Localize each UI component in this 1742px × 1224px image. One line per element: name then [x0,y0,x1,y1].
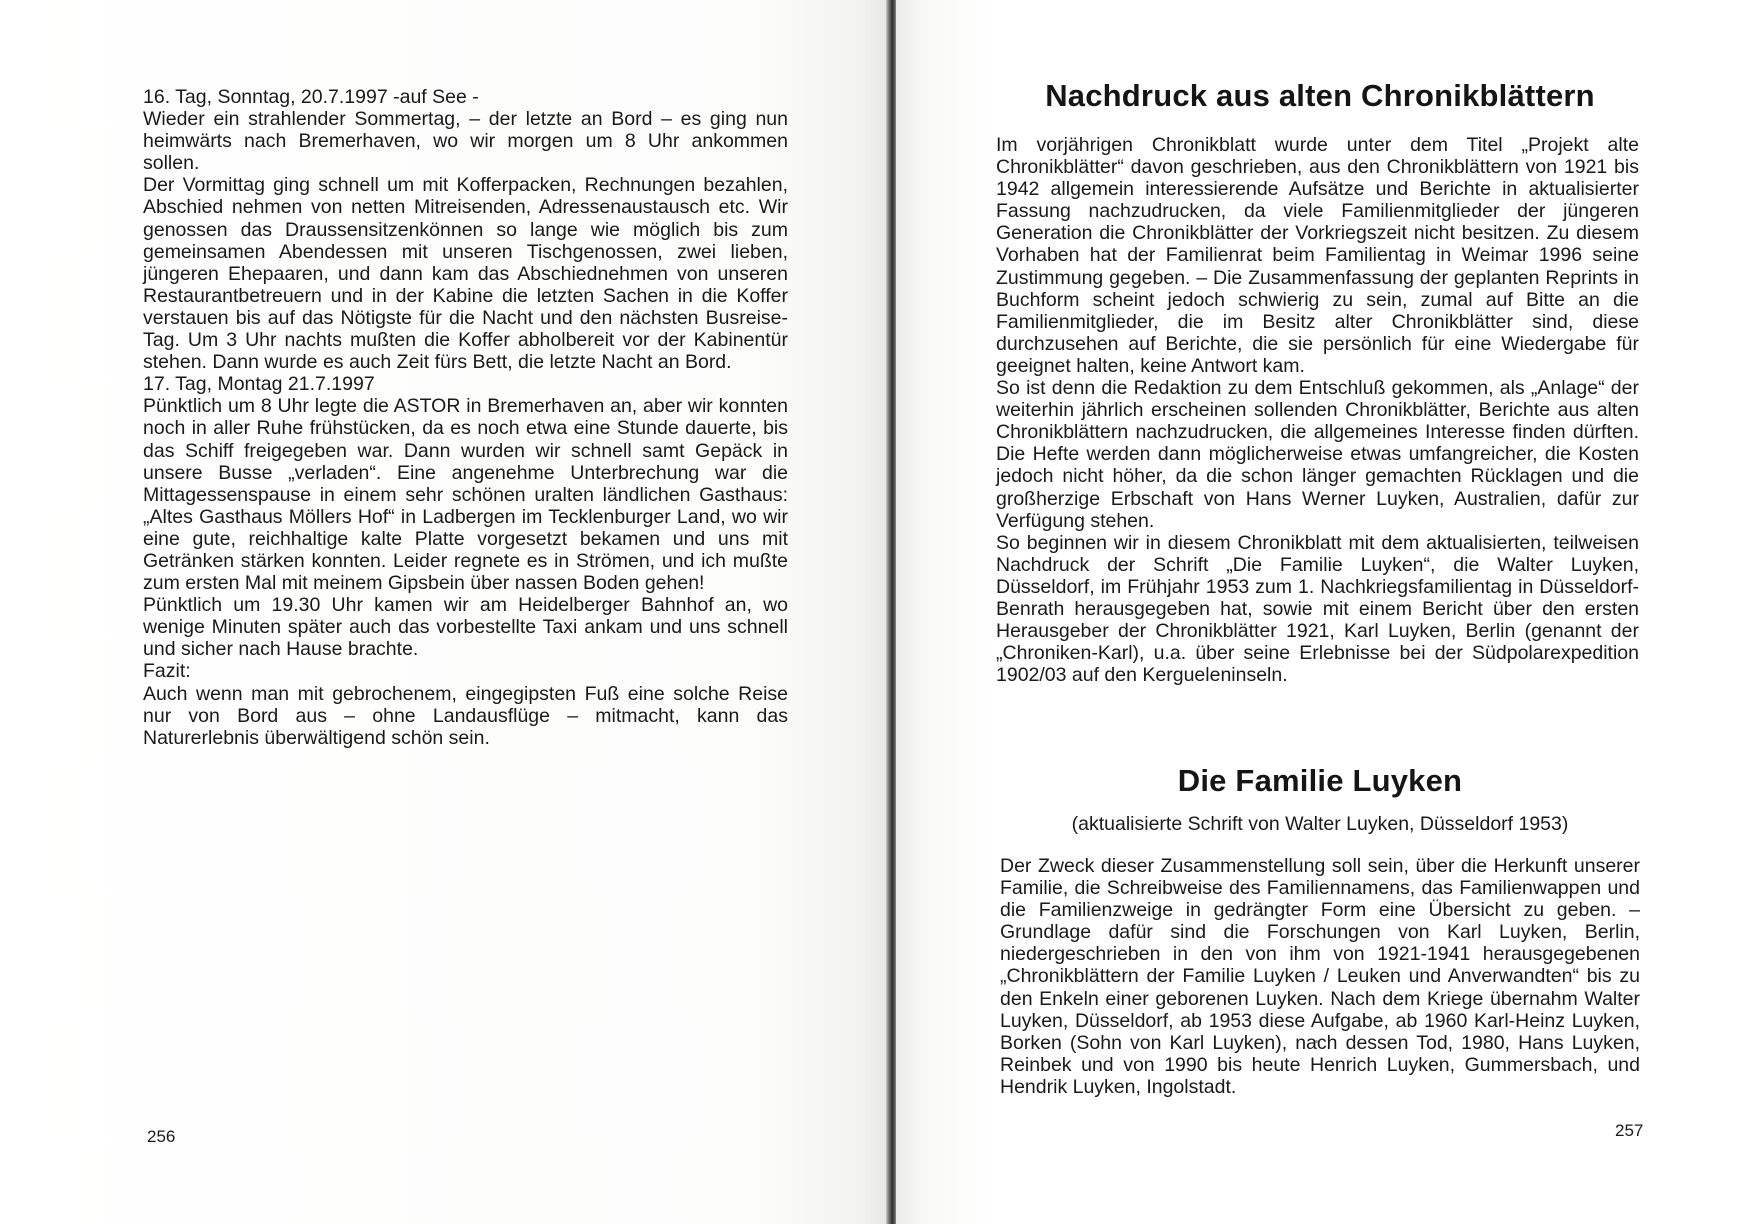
intro-paragraph-3: So beginnen wir in diesem Chronikblatt mit dem aktualisierten, teilweisen Nachdruck der Schrift „Die Familie Luyken“, die Walter Luyken, Düsseldorf, im Frühjahr 1953 zum 1. Nachkriegsfamilientag in Düsseldorf-Benrath herausgegeben hat, sowie mit einem Bericht über den ersten Herausgeber der Chronikblätter 1921, Karl Luyken, Berlin (genannt der „Chroniken-Karl), u.a. über seine Erlebnisse bei der Südpolarexpedition 1902/03 auf den Kergueleninseln. [996,531,1639,687]
day16-paragraph-2: Der Vormittag ging schnell um mit Kofferpacken, Rechnungen bezahlen, Abschied nehmen von netten Mitreisenden, Adressenaustausch etc. Wir genossen das Draussensitzenkönnen so lange wie möglich bis zum gemeinsamen Abendessen mit unseren Tischgenossen, zwei lieben, jüngeren Ehepaaren, und dann kam das Abschiednehmen von unseren Restaurantbetreuern und in der Kabine die letzten Sachen in die Koffer verstauen bis auf das Nötigste für die Nacht und den nächsten Busreise-Tag. Um 3 Uhr nachts mußten die Koffer abholbereit vor der Kabinentür stehen. Dann wurde es auch Zeit fürs Bett, die letzte Nacht an Bord. [143,174,788,374]
section-subtitle: (aktualisierte Schrift von Walter Luyken, Düsseldorf 1953) [1071,813,1569,835]
intro-paragraph-1: Im vorjährigen Chronikblatt wurde unter dem Titel „Projekt alte Chronikblätter“ davon geschrieben, aus den Chronikblättern von 1921 bis 1942 allgemein interessierende Aufsätze und Berichte in aktualisierter Fassung nachzudrucken, da viele Familienmitglieder der jüngeren Generation die Chronikblätter der Vorkriegszeit nicht besitzen. Zu diesem Vorhaben hat der Familienrat beim Familientag in Weimar 1996 seine Zustimmung gegeben. – Die Zusammenfassung der geplanten Reprints in Buchform scheint jedoch schwierig zu sein, zumal auf Bitte an die Familienmitglieder, die im Besitz alter Chronikblätter sind, diese durchzusehen auf Berichte, die sie persönlich für eine Wiedergabe für geeignet halten, keine Antwort kam. [996,134,1639,377]
day17-heading: 17. Tag, Montag 21.7.1997 [143,373,375,396]
day16-heading: 16. Tag, Sonntag, 20.7.1997 -auf See - [143,86,479,108]
intro-paragraph-2: So ist denn die Redaktion zu dem Entschluß gekommen, als „Anlage“ der weiterhin jährlich erscheinen sollenden Chronikblätter, Berichte aus alten Chronikblättern nachzudrucken, die allgemeines Interesse finden dürften. Die Hefte werden dann möglicherweise etwas umfangreicher, die Kosten jedoch nicht höher, da die schon länger gemachten Rücklagen und die großherzige Erbschaft von Hans Werner Luyken, Australien, dafür zur Verfügung stehen. [996,377,1639,532]
left-page-text [143,86,788,749]
section-text [1000,855,1640,1098]
day17-paragraph-2: Pünktlich um 19.30 Uhr kamen wir am Heidelberger Bahnhof an, wo wenige Minuten später auch das vorbestellte Taxi ankam und uns schnell und sicher nach Hause brachte. [143,594,788,661]
page-number-left: 256 [147,1127,176,1146]
fazit-paragraph: Auch wenn man mit gebrochenem, eingegipsten Fuß eine solche Reise nur von Bord aus – ohne Landausflüge – mitmacht, kann das Naturerlebnis überwältigend schön sein. [143,682,788,749]
section-paragraph: Der Zweck dieser Zusammenstellung soll sein, über die Herkunft unserer Familie, die Schreibweise des Familiennamens, das Familienwappen und die Familienzweige in gedrängter Form eine Übersicht zu geben. – Grundlage dafür sind die Forschungen von Karl Luyken, Berlin, niedergeschrieben in den von ihm von 1921-1941 herausgegebenen „Chronikblättern der Familie Luyken / Leuken und Anverwandten“ bis zu den Enkeln einer geborenen Luyken. Nach dem Kriege übernahm Walter Luyken, Düsseldorf, ab 1953 diese Aufgabe, ab 1960 Karl-Heinz Luyken, Borken (Sohn von Karl Luyken), nach dessen Tod, 1980, Hans Luyken, Reinbek und von 1990 bis heute Henrich Luyken, Gummersbach, und Hendrik Luyken, Ingolstadt. [1000,855,1640,1098]
day17-paragraph-1: Pünktlich um 8 Uhr legte die ASTOR in Bremerhaven an, aber wir konnten noch in aller Ruhe frühstücken, da es noch etwa eine Stunde dauerte, bis das Schiff freigegeben war. Dann wurden wir schnell samt Gepäck in unsere Busse „verladen“. Eine angenehme Unterbrechung war die Mittagessenspause in einem sehr schönen uralten ländlichen Gasthaus: „Altes Gasthaus Möllers Hof“ in Ladbergen im Tecklenburger Land, wo wir eine gute, reichhaltige kalte Platte vorgesetzt bekamen und uns mit Getränken stärken konnten. Leider regnete es in Strömen, und ich mußte zum ersten Mal mit meinem Gipsbein über nassen Boden gehen! [143,395,788,595]
intro-text [996,134,1639,686]
fazit-label: Fazit: [143,660,191,683]
page-number-right: 257 [1615,1121,1644,1140]
heading-familie-luyken: Die Familie Luyken [1177,763,1463,798]
day16-paragraph-1: Wieder ein strahlender Sommertag, – der letzte an Bord – es ging nun heimwärts nach Bremerhaven, wo wir morgen um 8 Uhr ankommen sollen. [143,108,788,175]
heading-nachdruck: Nachdruck aus alten Chronikblättern [1045,78,1595,113]
